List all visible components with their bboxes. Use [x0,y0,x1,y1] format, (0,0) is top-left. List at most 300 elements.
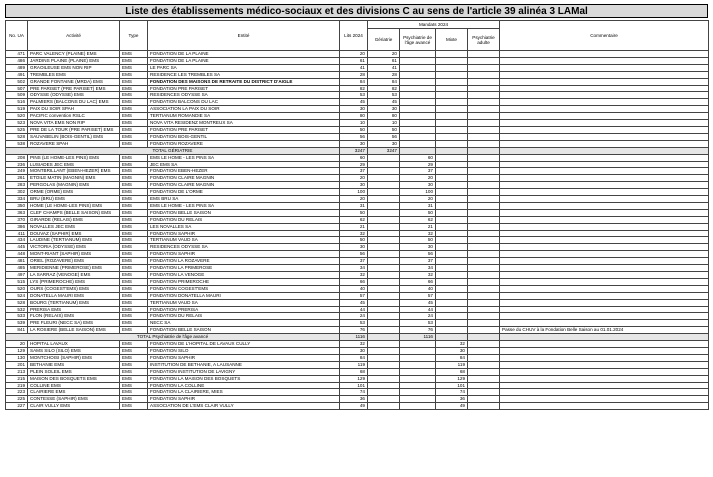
cell-lits: 60 [340,154,368,161]
cell-mixte [436,258,468,265]
cell-entite: FONDATION PRIMEROCHE [148,278,340,285]
cell-type: EMS [120,140,148,147]
cell-no-ua: 201 [6,361,28,368]
table-row [6,126,709,133]
cell-type: EMS [120,189,148,196]
cell-commentaire [500,168,709,175]
cell-lits: 82 [340,85,368,92]
cell-entite: EMS LE HOME - LES PINS SA [148,202,340,209]
cell-psy-age [400,133,436,140]
cell-commentaire [500,251,709,258]
cell-activite: OURS (COGEST'EMS) EMS [28,285,120,292]
cell-activite: ETOILE MATIN (MAGNIN) EMS [28,175,120,182]
cell-no-ua: 525 [6,126,28,133]
cell-psy-adulte [468,168,500,175]
cell-mixte [436,196,468,203]
cell-commentaire [500,92,709,99]
cell-type: EMS [120,299,148,306]
cell-type: EMS [120,258,148,265]
cell-commentaire [500,258,709,265]
cell-activite: COLLINE EMS [28,382,120,389]
cell-psy-age [400,354,436,361]
cell-mixte [436,223,468,230]
cell-commentaire [500,161,709,168]
table-row [6,85,709,92]
cell-type: EMS [120,272,148,279]
cell-entite: FONDATION SAPHIR [148,251,340,258]
cell-no-ua: 520 [6,113,28,120]
cell-mixte [436,272,468,279]
cell-lits: 66 [340,278,368,285]
cell-psy-age: 30 [400,182,436,189]
cell-geriatrie [368,285,400,292]
cell-geriatrie [368,327,400,334]
cell-lits: 29 [340,161,368,168]
cell-lits: 129 [340,375,368,382]
table-row [6,182,709,189]
cell-no-ua: 491 [6,71,28,78]
cell-type: EMS [120,375,148,382]
cell-entite: FONDATION DE L'ORME [148,189,340,196]
cell-commentaire [500,361,709,368]
table-row [6,341,709,348]
cell-psy-adulte [468,202,500,209]
cell-geriatrie [368,258,400,265]
cell-lits: 50 [340,209,368,216]
table-row [6,106,709,113]
cell-lits: 30 [340,244,368,251]
cell-activite: MONT-RIANT (SAPHIR) EMS [28,251,120,258]
cell-mixte [436,175,468,182]
cell-psy-age [400,126,436,133]
table-row [6,272,709,279]
cell-mixte [436,140,468,147]
cell-type: EMS [120,327,148,334]
cell-entite: FONDATION PRE PARISET [148,85,340,92]
total-row [6,147,709,154]
cell-no-ua: 471 [6,51,28,58]
table-row [6,299,709,306]
cell-psy-adulte [468,133,500,140]
cell-no-ua: 434 [6,237,28,244]
cell-no-ua: 445 [6,244,28,251]
cell-lits: 20 [340,51,368,58]
cell-psy-adulte [468,285,500,292]
cell-lits: 32 [340,272,368,279]
cell-entite: FONDATION LA COLLINE [148,382,340,389]
total-commentaire [500,334,709,341]
table-row [6,51,709,58]
cell-psy-adulte [468,251,500,258]
col-header-lits: Lits 2024 [340,21,368,51]
cell-no-ua: 533 [6,313,28,320]
cell-no-ua: 481 [6,258,28,265]
cell-psy-age: 24 [400,313,436,320]
cell-commentaire [500,216,709,223]
cell-no-ua: 448 [6,251,28,258]
cell-entite: NOVA VITA RESIDENZ MONTREUX SA [148,120,340,127]
cell-commentaire [500,57,709,64]
total-mandate [468,334,500,341]
cell-psy-adulte [468,306,500,313]
cell-entite: EMS LE HOME - LES PINS SA [148,154,340,161]
cell-geriatrie [368,216,400,223]
cell-activite: PACIFIC convention RSLC [28,113,120,120]
cell-entite: FONDATION LA VENOGE [148,272,340,279]
cell-commentaire [500,189,709,196]
cell-psy-adulte [468,223,500,230]
col-header-activite: Activité [28,21,120,51]
cell-mixte [436,313,468,320]
cell-entite: FONDATION LA PRIMEROSE [148,265,340,272]
cell-psy-age [400,92,436,99]
cell-activite: NOVALLES JEC EMS [28,223,120,230]
cell-geriatrie [368,244,400,251]
cell-lits: 49 [340,403,368,410]
cell-psy-age: 34 [400,265,436,272]
cell-mixte [436,237,468,244]
cell-psy-age: 31 [400,202,436,209]
cell-mixte: 49 [436,403,468,410]
cell-entite: INSTITUTION DE BETHANIE, A LAUSANNE [148,361,340,368]
cell-lits: 32 [340,341,368,348]
cell-geriatrie: 30 [368,106,400,113]
cell-mixte: 30 [436,347,468,354]
cell-mixte [436,299,468,306]
cell-entite: FONDATION SAPHIR [148,396,340,403]
cell-geriatrie [368,368,400,375]
cell-geriatrie [368,196,400,203]
cell-entite: FONDATION LA MAISON DES BOSQUETS [148,375,340,382]
table-row [6,113,709,120]
cell-no-ua: 515 [6,278,28,285]
cell-psy-adulte [468,313,500,320]
cell-psy-adulte [468,361,500,368]
cell-commentaire [500,202,709,209]
cell-activite: CLAIR VULLY EMS [28,403,120,410]
cell-psy-adulte [468,113,500,120]
cell-type: EMS [120,244,148,251]
total-commentaire [500,147,709,154]
cell-activite: NOVA VITA EMS NON RIP [28,120,120,127]
cell-geriatrie [368,161,400,168]
cell-entite: RESIDENCES ODYSSE SA [148,92,340,99]
cell-activite: PLEIN SOLEIL EMS [28,368,120,375]
cell-lits: 20 [340,175,368,182]
cell-no-ua: 130 [6,354,28,361]
cell-type: EMS [120,389,148,396]
cell-mixte [436,51,468,58]
cell-type: EMS [120,113,148,120]
cell-mixte [436,320,468,327]
cell-psy-adulte [468,403,500,410]
cell-psy-adulte [468,368,500,375]
cell-psy-age: 50 [400,209,436,216]
cell-commentaire [500,140,709,147]
cell-type: EMS [120,78,148,85]
cell-psy-adulte [468,175,500,182]
cell-psy-adulte [468,78,500,85]
cell-activite: GRAOILEUSE EMS NON RIP [28,64,120,71]
table-row [6,251,709,258]
cell-psy-age [400,120,436,127]
cell-no-ua: 538 [6,140,28,147]
cell-geriatrie [368,202,400,209]
cell-type: EMS [120,313,148,320]
cell-geriatrie [368,389,400,396]
total-mandate: 3247 [368,147,400,154]
cell-psy-adulte [468,216,500,223]
cell-type: EMS [120,182,148,189]
cell-entite: FONDATION SAPHIR [148,354,340,361]
cell-type: EMS [120,51,148,58]
cell-psy-adulte [468,347,500,354]
cell-mixte [436,202,468,209]
cell-commentaire [500,126,709,133]
cell-geriatrie [368,292,400,299]
col-header-psy-age: Psychiatrie de l'âge avancé [400,29,436,51]
cell-commentaire [500,64,709,71]
cell-activite: ORME (ORME) EMS [28,189,120,196]
table-body [6,51,709,410]
cell-lits: 53 [340,92,368,99]
cell-geriatrie: 80 [368,113,400,120]
table-row [6,278,709,285]
cell-psy-age [400,375,436,382]
cell-psy-age: 20 [400,196,436,203]
cell-psy-adulte [468,389,500,396]
cell-mixte [436,99,468,106]
cell-entite: FONDATION CLAIRE MAGNIN [148,182,340,189]
cell-mixte [436,230,468,237]
cell-psy-adulte [468,106,500,113]
cell-activite: SAMS SILO (SILO) EMS [28,347,120,354]
cell-commentaire [500,78,709,85]
cell-activite: TREMBLES EMS [28,71,120,78]
cell-geriatrie [368,313,400,320]
table-row [6,361,709,368]
cell-no-ua: 363 [6,209,28,216]
cell-psy-age: 32 [400,230,436,237]
cell-mixte: 36 [436,396,468,403]
cell-psy-age: 44 [400,306,436,313]
cell-psy-adulte [468,230,500,237]
cell-type: EMS [120,216,148,223]
cell-geriatrie [368,230,400,237]
cell-psy-age [400,57,436,64]
cell-psy-age [400,71,436,78]
cell-psy-adulte [468,292,500,299]
cell-psy-age: 30 [400,244,436,251]
cell-activite: PINS (LE HOME-LES PINS) EMS [28,154,120,161]
cell-lits: 37 [340,168,368,175]
cell-no-ua: 507 [6,85,28,92]
cell-mixte [436,113,468,120]
cell-commentaire [500,154,709,161]
cell-no-ua: 223 [6,389,28,396]
cell-activite: PERGOLAS (MAGNIN) EMS [28,182,120,189]
table-row [6,175,709,182]
cell-psy-age: 50 [400,237,436,244]
table-row [6,320,709,327]
cell-type: EMS [120,175,148,182]
cell-no-ua: 302 [6,189,28,196]
cell-geriatrie [368,299,400,306]
cell-no-ua: 502 [6,78,28,85]
table-row [6,216,709,223]
cell-psy-age: 37 [400,258,436,265]
cell-no-ua: 523 [6,120,28,127]
cell-entite: FONDATION DU RELAIS [148,313,340,320]
cell-psy-adulte [468,189,500,196]
cell-mixte: 68 [436,368,468,375]
cell-type: EMS [120,71,148,78]
table-row [6,258,709,265]
cell-psy-age [400,361,436,368]
cell-entite: FONDATION SILO [148,347,340,354]
cell-psy-adulte [468,237,500,244]
cell-geriatrie: 45 [368,99,400,106]
cell-psy-age: 62 [400,216,436,223]
cell-commentaire [500,382,709,389]
cell-psy-age [400,64,436,71]
cell-commentaire [500,320,709,327]
cell-commentaire [500,99,709,106]
cell-type: EMS [120,106,148,113]
table-row [6,327,709,334]
cell-type: EMS [120,209,148,216]
cell-type: EMS [120,92,148,99]
cell-activite: HOPITAL LAVAUX [28,341,120,348]
cell-entite: FONDATION DONATELLA MAURI [148,292,340,299]
col-header-entite: Entité [148,21,340,51]
cell-type: EMS [120,285,148,292]
cell-psy-adulte [468,85,500,92]
cell-type: EMS [120,85,148,92]
cell-commentaire [500,237,709,244]
cell-entite: FONDATION CLAIRE MAGNIN [148,175,340,182]
cell-type: EMS [120,64,148,71]
cell-type: EMS [120,196,148,203]
cell-psy-adulte [468,327,500,334]
total-row [6,334,709,341]
cell-mixte [436,57,468,64]
table-row [6,64,709,71]
cell-entite: FONDATION PRE PARISET [148,126,340,133]
cell-no-ua: 213 [6,368,28,375]
cell-lits: 56 [340,133,368,140]
cell-activite: PRE PARISET (PRE PARISET) EMS [28,85,120,92]
cell-psy-age: 40 [400,285,436,292]
cell-activite: LA SARRAZ (VENOGE) EMS [28,272,120,279]
col-header-mandats: Mandats 2024 [368,21,500,29]
cell-commentaire [500,278,709,285]
cell-type: EMS [120,320,148,327]
table-row [6,230,709,237]
cell-lits: 68 [340,368,368,375]
total-mandate [368,334,400,341]
cell-entite: LES NOVALLES SA [148,223,340,230]
cell-type: EMS [120,237,148,244]
cell-activite: ROZAVERE SPAH [28,140,120,147]
cell-mixte: 74 [436,389,468,396]
cell-no-ua: 411 [6,230,28,237]
cell-lits: 10 [340,120,368,127]
cell-geriatrie [368,175,400,182]
cell-no-ua: 516 [6,99,28,106]
cell-lits: 61 [340,57,368,64]
table-row [6,354,709,361]
cell-type: EMS [120,251,148,258]
cell-activite: PRERISA EMS [28,306,120,313]
cell-entite: NECC SA [148,320,340,327]
cell-no-ua: 485 [6,265,28,272]
cell-activite: LUSIADES JEC EMS [28,161,120,168]
cell-mixte [436,265,468,272]
establishments-table [5,20,709,410]
cell-entite: TERTIANUM VAUD SA [148,237,340,244]
cell-geriatrie [368,209,400,216]
cell-activite: VICTORIA (ODYSSE) EMS [28,244,120,251]
cell-entite: FONDATION LA ROZAVERE [148,258,340,265]
cell-commentaire [500,106,709,113]
cell-entite: FONDATION LA CLAIRIERE, MIES [148,389,340,396]
cell-activite: LYS (PRIMEROCHE) EMS [28,278,120,285]
cell-lits: 100 [340,189,368,196]
cell-psy-age [400,99,436,106]
cell-psy-adulte [468,265,500,272]
cell-psy-age: 37 [400,168,436,175]
cell-psy-age [400,140,436,147]
cell-mixte: 119 [436,361,468,368]
cell-lits: 84 [340,354,368,361]
cell-activite: MONTBRILLANT (EBEN-HEZER) EMS [28,168,120,175]
col-header-mixte: Mixte [436,29,468,51]
table-row [6,189,709,196]
cell-geriatrie [368,251,400,258]
table-row [6,313,709,320]
table-row [6,306,709,313]
cell-entite: TERTIANUM ROMANDIE SA [148,113,340,120]
cell-activite: PRE DE LA TOUR (PRE PARISET) EMS [28,126,120,133]
cell-psy-adulte [468,57,500,64]
cell-psy-adulte [468,92,500,99]
cell-commentaire [500,313,709,320]
cell-geriatrie: 41 [368,64,400,71]
cell-lits: 36 [340,396,368,403]
cell-geriatrie: 61 [368,57,400,64]
cell-activite: HOME (LE HOME-LES PINS) EMS [28,202,120,209]
cell-type: EMS [120,341,148,348]
cell-psy-age: 29 [400,161,436,168]
cell-mixte [436,292,468,299]
cell-mixte [436,161,468,168]
cell-mixte [436,126,468,133]
cell-type: EMS [120,354,148,361]
cell-no-ua: 215 [6,375,28,382]
cell-lits: 57 [340,292,368,299]
cell-commentaire [500,299,709,306]
cell-psy-age: 21 [400,223,436,230]
cell-psy-age: 53 [400,320,436,327]
table-row [6,202,709,209]
cell-geriatrie: 28 [368,71,400,78]
cell-commentaire [500,196,709,203]
cell-psy-age [400,389,436,396]
cell-commentaire [500,209,709,216]
cell-type: EMS [120,403,148,410]
cell-commentaire [500,272,709,279]
